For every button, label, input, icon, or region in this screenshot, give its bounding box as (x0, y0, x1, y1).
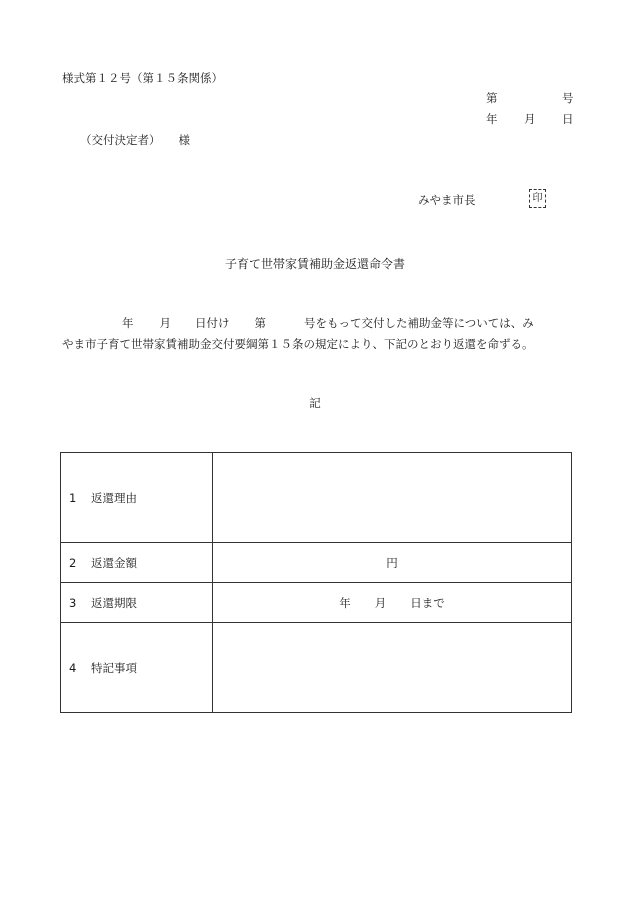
doc-date-year: 年 (486, 112, 498, 126)
item-label-cell: 2 返還金額 (61, 543, 213, 583)
recipient-honorific: 様 (178, 133, 190, 147)
ki-heading: 記 (309, 396, 321, 410)
doc-date-day: 日 (562, 112, 574, 126)
item-label-cell: 4 特記事項 (61, 623, 213, 713)
item-label-cell: 1 返還理由 (61, 453, 213, 543)
body-year: 年 (122, 316, 134, 330)
item-value-amount[interactable]: 円 (213, 543, 572, 583)
item-value-deadline[interactable]: 年 月 日まで (213, 583, 572, 623)
doc-date-month: 月 (524, 112, 536, 126)
issuer-title: みやま市長 (418, 193, 476, 207)
body-month: 月 (159, 316, 171, 330)
item-value-notes[interactable] (213, 623, 572, 713)
table-row-amount (61, 543, 572, 583)
body-dai: 第 (254, 316, 266, 330)
document-title: 子育て世帯家賃補助金返還命令書 (224, 257, 405, 271)
body-dated: 日付け (195, 316, 230, 330)
item-label-cell: 3 返還期限 (61, 583, 213, 623)
seal-stamp: 印 (529, 189, 546, 208)
recipient (80, 132, 190, 148)
recipient-name: （交付決定者） (80, 133, 161, 147)
item-value-reason[interactable] (213, 453, 572, 543)
body-line-2: やま市子育て世帯家賃補助金交付要綱第１５条の規定により、下記のとおり返還を命ずる。 (62, 337, 534, 351)
doc-number-go: 号 (562, 91, 574, 105)
table-row-deadline (61, 583, 572, 623)
form-number: 様式第１２号（第１５条関係） (62, 71, 223, 85)
body-text (62, 313, 576, 355)
body-line1-rest: 号をもって交付した補助金等については、み (304, 316, 534, 330)
items-table (60, 452, 572, 713)
doc-number-dai: 第 (486, 91, 498, 105)
body-line-1 (62, 313, 576, 334)
table-row-reason (61, 453, 572, 543)
table-row-notes (61, 623, 572, 713)
